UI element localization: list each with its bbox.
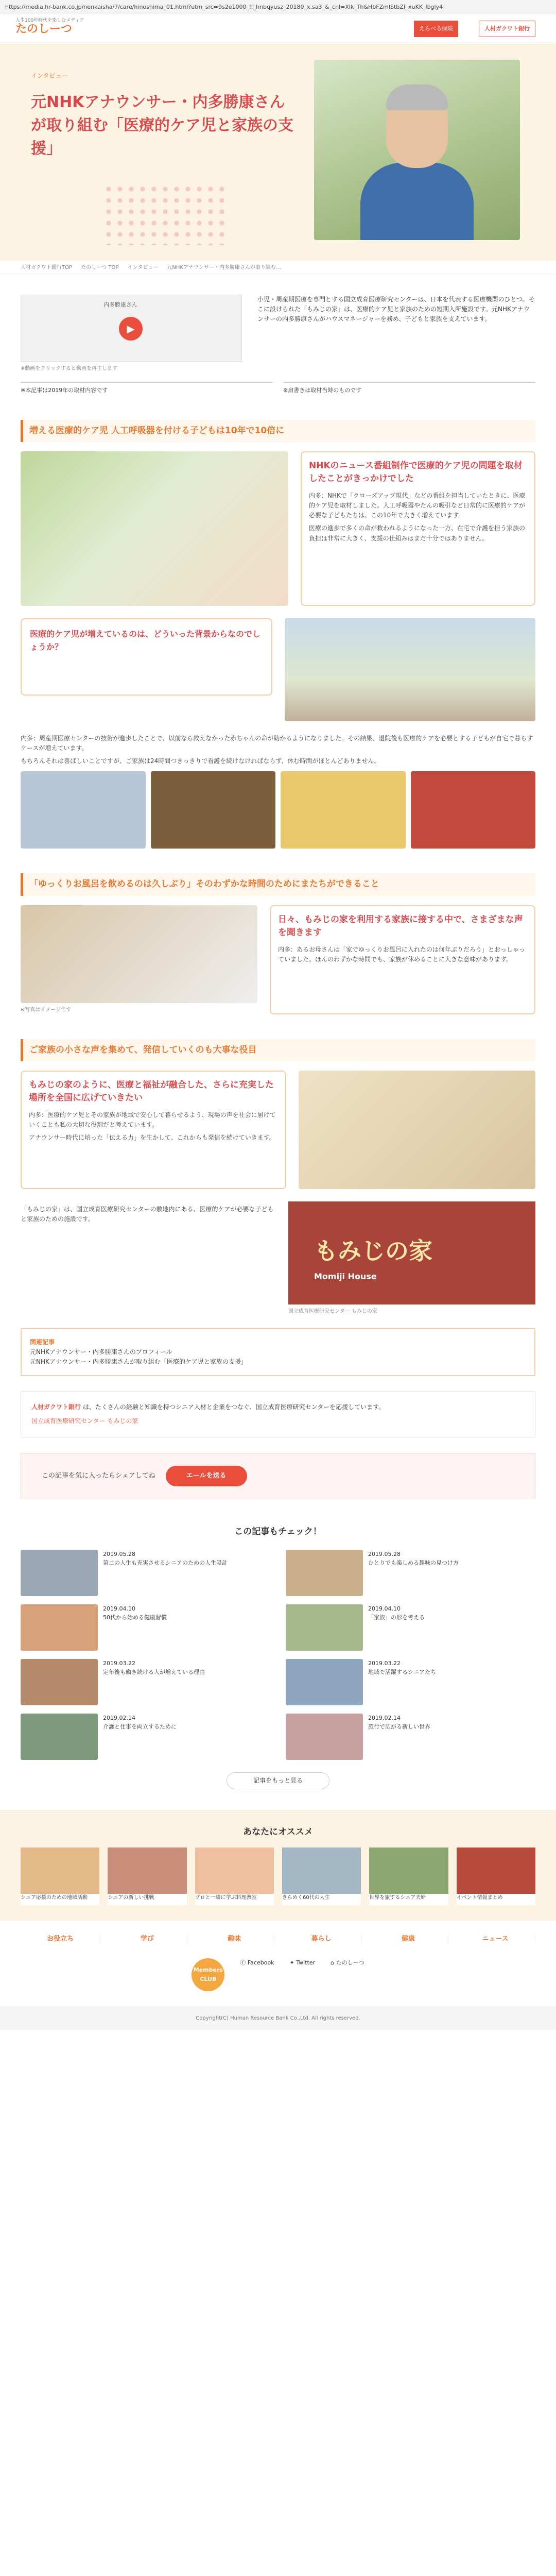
question-box [21, 618, 272, 696]
article-card[interactable]: 2019.02.14 旅行で広がる新しい世界 [286, 1714, 535, 1760]
breadcrumb-item[interactable]: 人材ガクワト銀行TOP [21, 265, 73, 270]
site-header [0, 13, 556, 44]
callout-text: もみじの家のように、医療と福祉が融合した、さらに充実した場所を全国に広げていきたい [29, 1079, 274, 1104]
hero-tag: インタビュー [31, 72, 68, 79]
article-card[interactable]: 2019.05.28 第二の人生も充実させるシニアのための人生設計 [21, 1550, 270, 1596]
intro-text: 小児・周産期医療を専門とする国立成育医療研究センターは、日本を代表する医療機関のひとつ。そこに設けられた「もみじの家」は、医療的ケア児と家族のための短期入所施設です。元NHKアナウンサーの内多勝康さんがハウスマネージャーを務め、子どもと家族を支えています。 [257, 296, 535, 323]
article-card[interactable]: 2019.02.14 介護と仕事を両立するために [21, 1714, 270, 1760]
decor-dots [103, 183, 227, 245]
section-heading: 増える医療的ケア児 人工呼吸器を付ける子どもは10年で10倍に [21, 420, 535, 442]
recommend-section [0, 1810, 556, 1921]
related-heading: 関連記事 [30, 1338, 55, 1346]
category-link[interactable]: 学び [108, 1934, 187, 1945]
hero [0, 44, 556, 261]
video-player[interactable] [21, 295, 242, 362]
article-card[interactable]: 2019.04.10 「家族」の形を考える [286, 1604, 535, 1651]
related-box [21, 1328, 535, 1377]
page-title: 元NHKアナウンサー・内多勝康さんが取り組む「医療的ケア児と家族の支援」 [31, 93, 293, 158]
article-card[interactable]: 2019.05.28 ひとりでも楽しめる趣味の見つけ方 [286, 1550, 535, 1596]
play-icon[interactable]: ▶ [119, 317, 143, 341]
gallery-photo [21, 771, 146, 849]
photo-caption: 国立成育医療研究センター もみじの家 [288, 1308, 377, 1314]
body-text: 医療の進歩で多くの命が救われるようになった一方、在宅で介護を担う家族の負担は非常に大きく、支援の仕組みはまだ十分ではありません。 [309, 524, 526, 542]
facebook-icon: ⓕ [240, 1959, 246, 1966]
sign-subtext: Momiji House [314, 1272, 377, 1282]
callout [21, 1071, 286, 1189]
copyright: Copyright(C) Human Resource Bank Co.,Ltd. All rights reserved. [0, 2007, 556, 2030]
bank-link[interactable]: 国立成育医療研究センター もみじの家 [31, 1417, 138, 1425]
logo-text: たのしーつ [15, 23, 73, 36]
check-heading: この記事もチェック！ [234, 1527, 322, 1537]
members-badge[interactable]: Members CLUB [192, 1958, 224, 1991]
recommend-card[interactable]: シニア応援のための地域活動 [21, 1848, 99, 1905]
section-heading: 「ゆっくりお風呂を飲めるのは久しぶり」そのわずかな時間のためにまたちができること [21, 873, 535, 895]
body-text: 内多：周産期医療センターの技術が進歩したことで、以前なら救えなかった赤ちゃんの命が助かるようになりました。その結果、退院後も医療的ケアを必要とする子どもが自宅で暮らすケースが増えています。 [21, 734, 533, 752]
recommend-card[interactable]: シニアの新しい挑戦 [108, 1848, 186, 1905]
share-button[interactable]: エールを送る [166, 1466, 247, 1487]
gallery-photo [411, 771, 536, 849]
photo-gallery [21, 771, 535, 849]
photo-building [285, 618, 535, 721]
related-link[interactable]: 元NHKアナウンサー・内多勝康さんが取り組む「医療的ケア児と家族の支援」 [30, 1358, 247, 1366]
home-icon: ⌂ [331, 1959, 335, 1966]
breadcrumb-item: 元NHKアナウンサー・内多勝康さんが取り組む… [167, 265, 281, 270]
gallery-photo [151, 771, 276, 849]
social-links [21, 1958, 535, 1991]
recommend-card[interactable]: きらめく60代の人生 [282, 1848, 361, 1905]
hero-photo [314, 60, 520, 240]
photo-interview [299, 1071, 535, 1189]
article-list [21, 1550, 535, 1760]
note-item: ※肩書きは取材当時のものです [283, 382, 535, 395]
body-text: 「もみじの家」は、国立成育医療研究センターの敷地内にある、医療的ケアが必要な子どもと家族のための施設です。 [21, 1205, 274, 1223]
category-nav [21, 1934, 535, 1945]
note-item: ※本記事は2019年の取材内容です [21, 382, 273, 395]
photo-momiji-sign [288, 1201, 535, 1304]
bank-box [21, 1392, 535, 1437]
share-box [21, 1453, 535, 1500]
body-text: もちろんそれは喜ばしいことですが、ご家族は24時間つきっきりで看護を続けなければならず、休む時間がほとんどありません。 [21, 757, 381, 765]
recommend-card[interactable]: プロと一緒に学ぶ料理教室 [195, 1848, 274, 1905]
callout [301, 451, 535, 606]
article-card[interactable]: 2019.03.22 地域で活躍するシニアたち [286, 1659, 535, 1705]
share-text: この記事を気に入ったらシェアしてね [42, 1471, 155, 1480]
category-link[interactable]: お役立ち [21, 1934, 100, 1945]
bank-button[interactable]: 人材ガクワト銀行 [479, 21, 535, 37]
breadcrumb-item[interactable]: たのしーつ TOP [81, 265, 119, 270]
url-bar[interactable]: https://media.hr-bank.co.jp/nenkaisha/7/care/hinoshima_01.html?utm_src=9s2e1000_ff_hnbqyusz_20180_x.sa3_&_cnl=Xlk_Th&HbFZmlStbZf_xuKK_lbgly4 [0, 0, 556, 13]
question-text: 医療的ケア児が増えているのは、どういった背景からなのでしょうか？ [30, 629, 261, 652]
category-link[interactable]: 健康 [369, 1934, 448, 1945]
category-link[interactable]: ニュース [456, 1934, 535, 1945]
gallery-photo [281, 771, 406, 849]
facebook-link[interactable]: ⓕ Facebook [240, 1959, 274, 1966]
more-button[interactable]: 記事をもっと見る [227, 1772, 329, 1789]
body-text: アナウンサー時代に培った「伝える力」を生かして、これからも発信を続けていきます。 [29, 1134, 275, 1142]
category-link[interactable]: 暮らし [282, 1934, 361, 1945]
body-text: 内多：医療的ケア児とその家族が地域で安心して暮らせるよう、現場の声を社会に届けていくことも私の大切な役割だと考えています。 [29, 1111, 276, 1128]
callout [270, 905, 535, 1014]
article-card[interactable]: 2019.04.10 50代から始める健康習慣 [21, 1604, 270, 1651]
recommend-card[interactable]: 世界を旅するシニア夫婦 [369, 1848, 448, 1905]
section-heading: ご家族の小さな声を集めて、発信していくのも大事な役目 [21, 1039, 535, 1061]
insurance-button[interactable]: えらべる保険 [414, 21, 458, 37]
photo-room [21, 905, 257, 1003]
sign-text: もみじの家 [314, 1236, 432, 1265]
breadcrumb [0, 261, 556, 274]
recommend-heading: あなたにオススメ [243, 1826, 313, 1837]
site-logo[interactable] [15, 19, 84, 37]
photo-child [21, 451, 288, 606]
callout-text: NHKのニュース番組制作で医療的ケア児の問題を取材したことがきっかけでした [309, 460, 523, 484]
body-text: 内多：NHKで「クローズアップ現代」などの番組を担当していたときに、医療的ケア児を取材しました。人工呼吸器やたんの吸引など日常的に医療的ケアが必要な子どもたちは、この10年で大きく増えています。 [309, 492, 526, 519]
related-link[interactable]: 元NHKアナウンサー・内多勝康さんのプロフィール [30, 1348, 172, 1355]
body-text: 内多：あるお母さんは「家でゆっくりお風呂に入れたのは何年ぶりだろう」とおっしゃっていました。ほんのわずかな時間でも、家族が休めることに大きな意味があります。 [278, 945, 525, 963]
bank-text: は、たくさんの経験と知識を持つシニア人材と企業をつなぐ、国立成育医療研究センターを応援しています。 [82, 1403, 385, 1411]
category-link[interactable]: 趣味 [195, 1934, 274, 1945]
site-link[interactable]: ⌂ たのしーつ [331, 1959, 364, 1966]
article-card[interactable]: 2019.03.22 定年後も働き続ける人が増えている理由 [21, 1659, 270, 1705]
photo-caption: ※写真はイメージです [21, 1007, 72, 1013]
bank-title[interactable]: 人材ガクワト銀行 [31, 1403, 81, 1411]
callout-text: 日々、もみじの家を利用する家族に接する中で、さまざまな声を聞きます [278, 914, 523, 938]
twitter-link[interactable]: ✦ Twitter [289, 1959, 316, 1966]
breadcrumb-item[interactable]: インタビュー [127, 265, 159, 270]
site-subtitle: 人生100年時代を楽しむメディア [15, 18, 84, 23]
recommend-card[interactable]: イベント情報まとめ [457, 1848, 535, 1905]
video-note: ※動画をクリックすると動画を再生します [21, 366, 117, 371]
video-caption: 内多勝康さん [103, 301, 137, 308]
twitter-icon: ✦ [289, 1959, 294, 1966]
